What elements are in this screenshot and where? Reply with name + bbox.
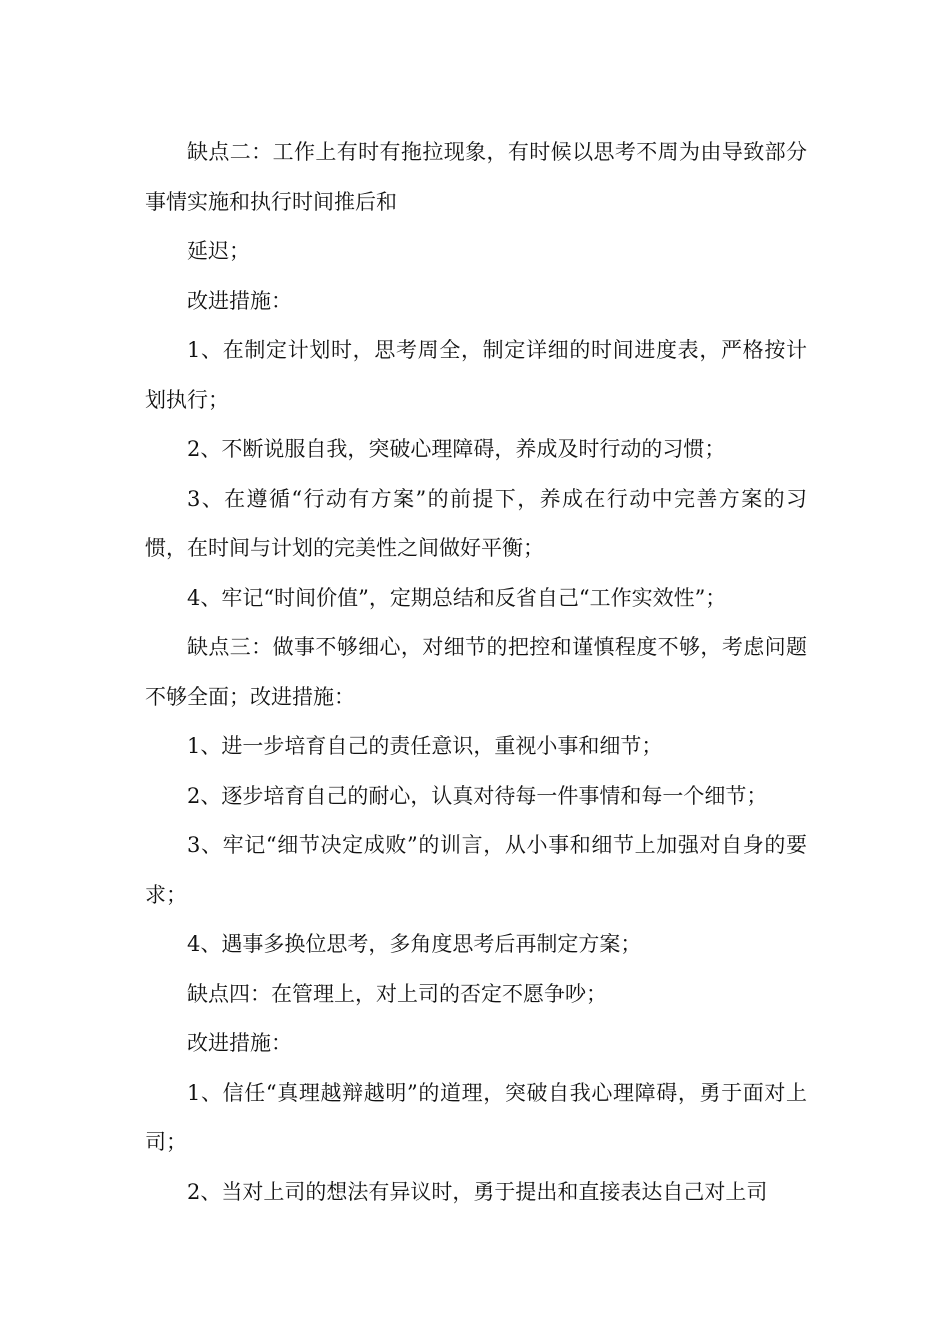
paragraph-measure-2-2: 2、逐步培育自己的耐心，认真对待每一件事情和每一个细节； [187, 783, 768, 808]
paragraph-measure-2-3: 3、牢记“细节决定成败”的训言，从小事和细节上加强对自身的要求； [145, 833, 807, 907]
paragraph-measures-heading-3: 改进措施： [187, 1031, 292, 1055]
paragraph-measure-1-3: 3、在遵循“行动有方案”的前提下，养成在行动中完善方案的习惯，在时间与计划的完美性之间做好平衡； [145, 486, 807, 560]
document-body [145, 128, 807, 1217]
paragraph-measures-heading-1: 改进措施： [187, 288, 292, 313]
paragraph-weakness-4: 缺点四：在管理上，对上司的否定不愿争吵； [187, 981, 607, 1006]
paragraph-measure-2-1: 1、进一步培育自己的责任意识，重视小事和细节； [187, 734, 663, 758]
paragraph-measure-1-1: 1、在制定计划时，思考周全，制定详细的时间进度表，严格按计划执行； [145, 338, 807, 412]
paragraph-weakness-2: 缺点二：工作上有时有拖拉现象，有时候以思考不周为由导致部分事情实施和执行时间推后和 [145, 140, 807, 214]
paragraph-delay: 延迟； [187, 239, 250, 263]
paragraph-measure-1-4: 4、牢记“时间价值”，定期总结和反省自己“工作实效性”； [187, 585, 727, 610]
paragraph-measure-1-2: 2、不断说服自我，突破心理障碍，养成及时行动的习惯； [187, 437, 726, 461]
paragraph-weakness-3: 缺点三：做事不够细心，对细节的把控和谨慎程度不够，考虑问题不够全面；改进措施： [145, 635, 807, 709]
paragraph-measure-3-1: 1、信任“真理越辩越明”的道理，突破自我心理障碍，勇于面对上司； [145, 1080, 807, 1154]
paragraph-measure-2-4: 4、遇事多换位思考，多角度思考后再制定方案； [187, 932, 642, 956]
paragraph-measure-3-2: 2、当对上司的想法有异议时，勇于提出和直接表达自己对上司 [187, 1179, 768, 1204]
